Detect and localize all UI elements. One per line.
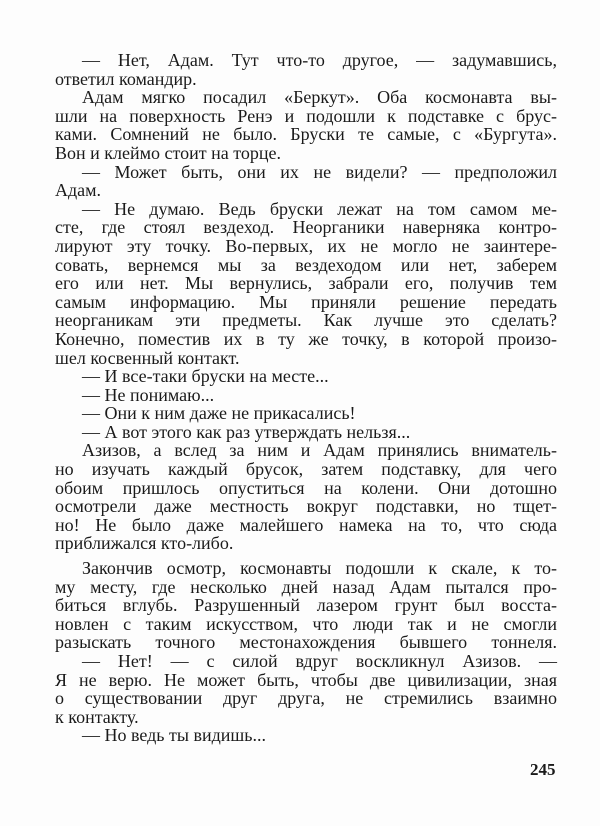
text-line: Адам мягко посадил «Беркут». Оба космонавта вы- — [82, 87, 557, 108]
text-line: неорганикам эти предметы. Как лучше это сделать? — [55, 310, 557, 331]
text-line: приближался кто-либо. — [55, 533, 234, 554]
text-line: — А вот этого как раз утверждать нельзя... — [82, 421, 411, 442]
text-line: лируют эту точку. Во-первых, их не могло не заинтере- — [55, 235, 557, 256]
text-line: разыскать точного местонахождения бывшего тоннеля. — [55, 632, 557, 653]
text-line: обоим пришлось опуститься на колени. Они дотошно — [55, 477, 557, 498]
body-text — [55, 51, 557, 745]
text-line: ками. Сомнений не было. Бруски те самые, с «Бургута». — [55, 124, 557, 145]
text-line: Адам. — [55, 180, 102, 201]
text-line: биться вглубь. Разрушенный лазером грунт был восста- — [55, 595, 557, 616]
text-line: новлен с таким искусством, что люди так и не смогли — [55, 613, 557, 634]
text-line: к контакту. — [55, 706, 139, 727]
page-number: 245 — [530, 760, 556, 779]
text-line: но изучать каждый брусок, затем подставку, для чего — [55, 459, 557, 480]
text-line: — Нет, Адам. Тут что-то другое, — задумавшись, — [82, 50, 557, 70]
text-line: шли на поверхность Ренэ и подошли к подставке с брус- — [55, 105, 557, 126]
text-line: шел косвенный контакт. — [55, 347, 240, 368]
text-line: его или нет. Мы вернулись, забрали его, получив тем — [55, 273, 557, 294]
text-line: — Может быть, они их не видели? — предположил — [82, 161, 557, 182]
text-line: — И все-таки бруски на месте... — [82, 366, 329, 387]
text-line: сте, где стоял вездеход. Неорганики наверняка контро- — [55, 217, 557, 238]
text-line: — Нет! — с силой вдруг воскликнул Азизов. — — [82, 651, 557, 671]
text-line: о существовании друг друга, не стремились взаимно — [55, 688, 557, 709]
text-line: Вон и клеймо стоит на торце. — [55, 142, 282, 163]
text-line: Я не верю. Не может быть, чтобы две цивилизации, зная — [55, 669, 557, 690]
text-line: му месту, где несколько дней назад Адам пытался про- — [55, 576, 557, 597]
text-line: осмотрели даже местность вокруг подставки, но тщет- — [55, 496, 557, 517]
text-line: самым информацию. Мы приняли решение передать — [55, 291, 557, 312]
text-line: ответил командир. — [55, 68, 197, 89]
text-line: Закончив осмотр, космонавты подошли к скале, к то- — [82, 558, 557, 579]
text-line: Конечно, поместив их в ту же точку, в которой произо- — [55, 328, 557, 349]
text-line: но! Не было даже малейшего намека на то, что сюда — [55, 514, 557, 535]
text-line: — Но ведь ты видишь... — [82, 725, 266, 746]
text-line: Азизов, а вслед за ним и Адам принялись вниматель- — [82, 440, 557, 461]
text-line: — Не понимаю... — [82, 384, 215, 405]
text-line: — Не думаю. Ведь бруски лежат на том самом ме- — [82, 198, 557, 219]
text-line: совать, вернемся мы за вездеходом или нет, заберем — [55, 254, 557, 275]
text-line: — Они к ним даже не прикасались! — [82, 403, 356, 424]
